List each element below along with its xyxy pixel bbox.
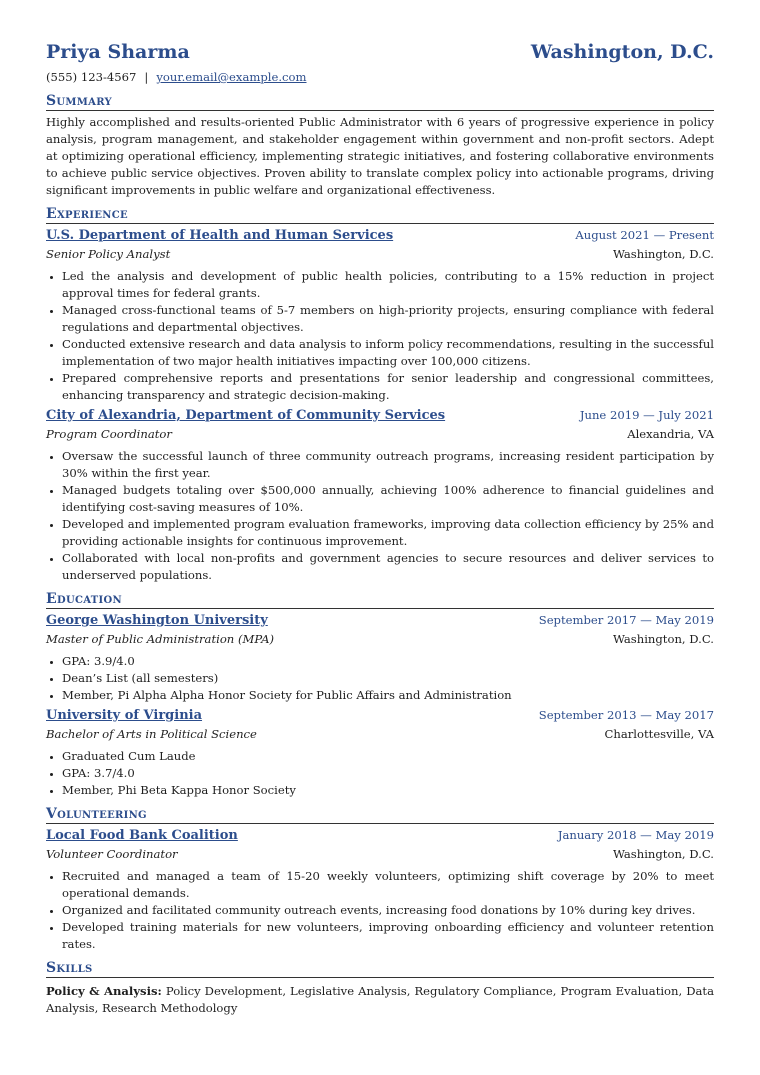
entry xyxy=(46,612,714,704)
bullet-item: • GPA: 3.9/4.0 xyxy=(62,653,714,670)
entry-header xyxy=(46,827,714,845)
entry-subheader xyxy=(46,245,714,263)
bullet-item: • Oversaw the successful launch of three community outreach programs, increasing resident participation by 30% within the first year. xyxy=(62,448,714,482)
section-title-summary: Summary xyxy=(46,92,714,111)
entry-dates: September 2017 — May 2019 xyxy=(538,613,714,627)
resume-page xyxy=(46,40,714,1017)
bullet-list xyxy=(46,868,714,953)
bullet-item: • Recruited and managed a team of 15-20 weekly volunteers, optimizing shift coverage by 20% to meet operational demands. xyxy=(62,868,714,902)
bullet-list xyxy=(46,748,714,799)
candidate-name: Priya Sharma xyxy=(46,41,190,63)
bullet-item: • Graduated Cum Laude xyxy=(62,748,714,765)
bullet-item: • Led the analysis and development of public health policies, contributing to a 15% reduction in project approval times for federal grants. xyxy=(62,268,714,302)
entry-location: Washington, D.C. xyxy=(612,247,714,261)
entry-role: Volunteer Coordinator xyxy=(46,847,178,861)
bullet-list xyxy=(46,268,714,404)
section-title-education: Education xyxy=(46,590,714,609)
entry-role: Master of Public Administration (MPA) xyxy=(46,632,274,646)
entry-header xyxy=(46,707,714,725)
entry-role: Program Coordinator xyxy=(46,427,172,441)
volunteering-list xyxy=(46,827,714,953)
organization-link[interactable]: U.S. Department of Health and Human Services xyxy=(46,228,394,243)
bullet-item: • Developed training materials for new volunteers, improving onboarding efficiency and volunteer retention rates. xyxy=(62,919,714,953)
bullet-list xyxy=(46,653,714,704)
entry-header xyxy=(46,612,714,630)
bullet-item: • Organized and facilitated community outreach events, increasing food donations by 10% during key drives. xyxy=(62,902,714,919)
entry-role: Senior Policy Analyst xyxy=(46,247,171,261)
contact-line xyxy=(46,69,714,86)
bullet-item: • Member, Phi Beta Kappa Honor Society xyxy=(62,782,714,799)
entry-header xyxy=(46,227,714,245)
skills-category-label: Policy & Analysis: xyxy=(46,984,162,998)
entry-header xyxy=(46,407,714,425)
section-title-skills: Skills xyxy=(46,959,714,978)
organization-link[interactable]: University of Virginia xyxy=(46,708,203,723)
resume-header xyxy=(46,40,714,64)
entry xyxy=(46,707,714,799)
entry-dates: August 2021 — Present xyxy=(575,228,714,242)
entry-location: Washington, D.C. xyxy=(612,632,714,646)
bullet-item: • Managed cross-functional teams of 5-7 members on high-priority projects, ensuring compliance with federal regulations and departmental objectives. xyxy=(62,302,714,336)
experience-list xyxy=(46,227,714,584)
entry-subheader xyxy=(46,725,714,743)
bullet-item: • Conducted extensive research and data analysis to inform policy recommendations, resulting in the successful implementation of two major health initiatives impacting over 100,000 citizens. xyxy=(62,336,714,370)
section-title-experience: Experience xyxy=(46,205,714,224)
contact-separator: | xyxy=(144,70,149,84)
entry-location: Charlottesville, VA xyxy=(604,727,714,741)
organization-link[interactable]: Local Food Bank Coalition xyxy=(46,828,238,843)
organization-link[interactable]: City of Alexandria, Department of Community Services xyxy=(46,408,446,423)
entry-role: Bachelor of Arts in Political Science xyxy=(46,727,257,741)
entry xyxy=(46,827,714,953)
entry xyxy=(46,227,714,404)
entry-subheader xyxy=(46,845,714,863)
bullet-item: • Member, Pi Alpha Alpha Honor Society for Public Affairs and Administration xyxy=(62,687,714,704)
bullet-item: • GPA: 3.7/4.0 xyxy=(62,765,714,782)
entry-dates: September 2013 — May 2017 xyxy=(538,708,714,722)
email-link[interactable]: your.email@example.com xyxy=(156,70,307,84)
entry-dates: January 2018 — May 2019 xyxy=(557,828,714,842)
bullet-item: • Prepared comprehensive reports and presentations for senior leadership and congressional committees, enhancing transparency and strategic decision-making. xyxy=(62,370,714,404)
entry-subheader xyxy=(46,425,714,443)
summary-text: Highly accomplished and results-oriented Public Administrator with 6 years of progressive experience in policy analysis, program management, and stakeholder engagement within government and non-profit sectors. Adept at optimizing operational efficiency, implementing strategic initiatives, and fostering collaborative environments to achieve public service objectives. Proven ability to translate complex policy into actionable programs, driving significant improvements in public welfare and organizational effectiveness. xyxy=(46,115,714,197)
bullet-item: • Collaborated with local non-profits and government agencies to secure resources and deliver services to underserved populations. xyxy=(62,550,714,584)
bullet-item: • Managed budgets totaling over $500,000 annually, achieving 100% adherence to financial guidelines and identifying cost-saving measures of 10%. xyxy=(62,482,714,516)
entry-subheader xyxy=(46,630,714,648)
bullet-list xyxy=(46,448,714,584)
entry xyxy=(46,407,714,584)
section-title-volunteering: Volunteering xyxy=(46,805,714,824)
entry-location: Washington, D.C. xyxy=(612,847,714,861)
education-list xyxy=(46,612,714,799)
bullet-item: • Developed and implemented program evaluation frameworks, improving data collection efficiency by 25% and providing actionable insights for continuous improvement. xyxy=(62,516,714,550)
bullet-item: • Dean’s List (all semesters) xyxy=(62,670,714,687)
skills-line xyxy=(46,983,714,1017)
organization-link[interactable]: George Washington University xyxy=(46,613,268,628)
entry-dates: June 2019 — July 2021 xyxy=(579,408,714,422)
candidate-location: Washington, D.C. xyxy=(530,41,714,63)
phone-number: (555) 123-4567 xyxy=(46,70,137,84)
skills-list: Policy Development, Legislative Analysis, Regulatory Compliance, Program Evaluation, Data Analysis, Research Methodology xyxy=(46,984,715,1015)
entry-location: Alexandria, VA xyxy=(627,427,714,441)
